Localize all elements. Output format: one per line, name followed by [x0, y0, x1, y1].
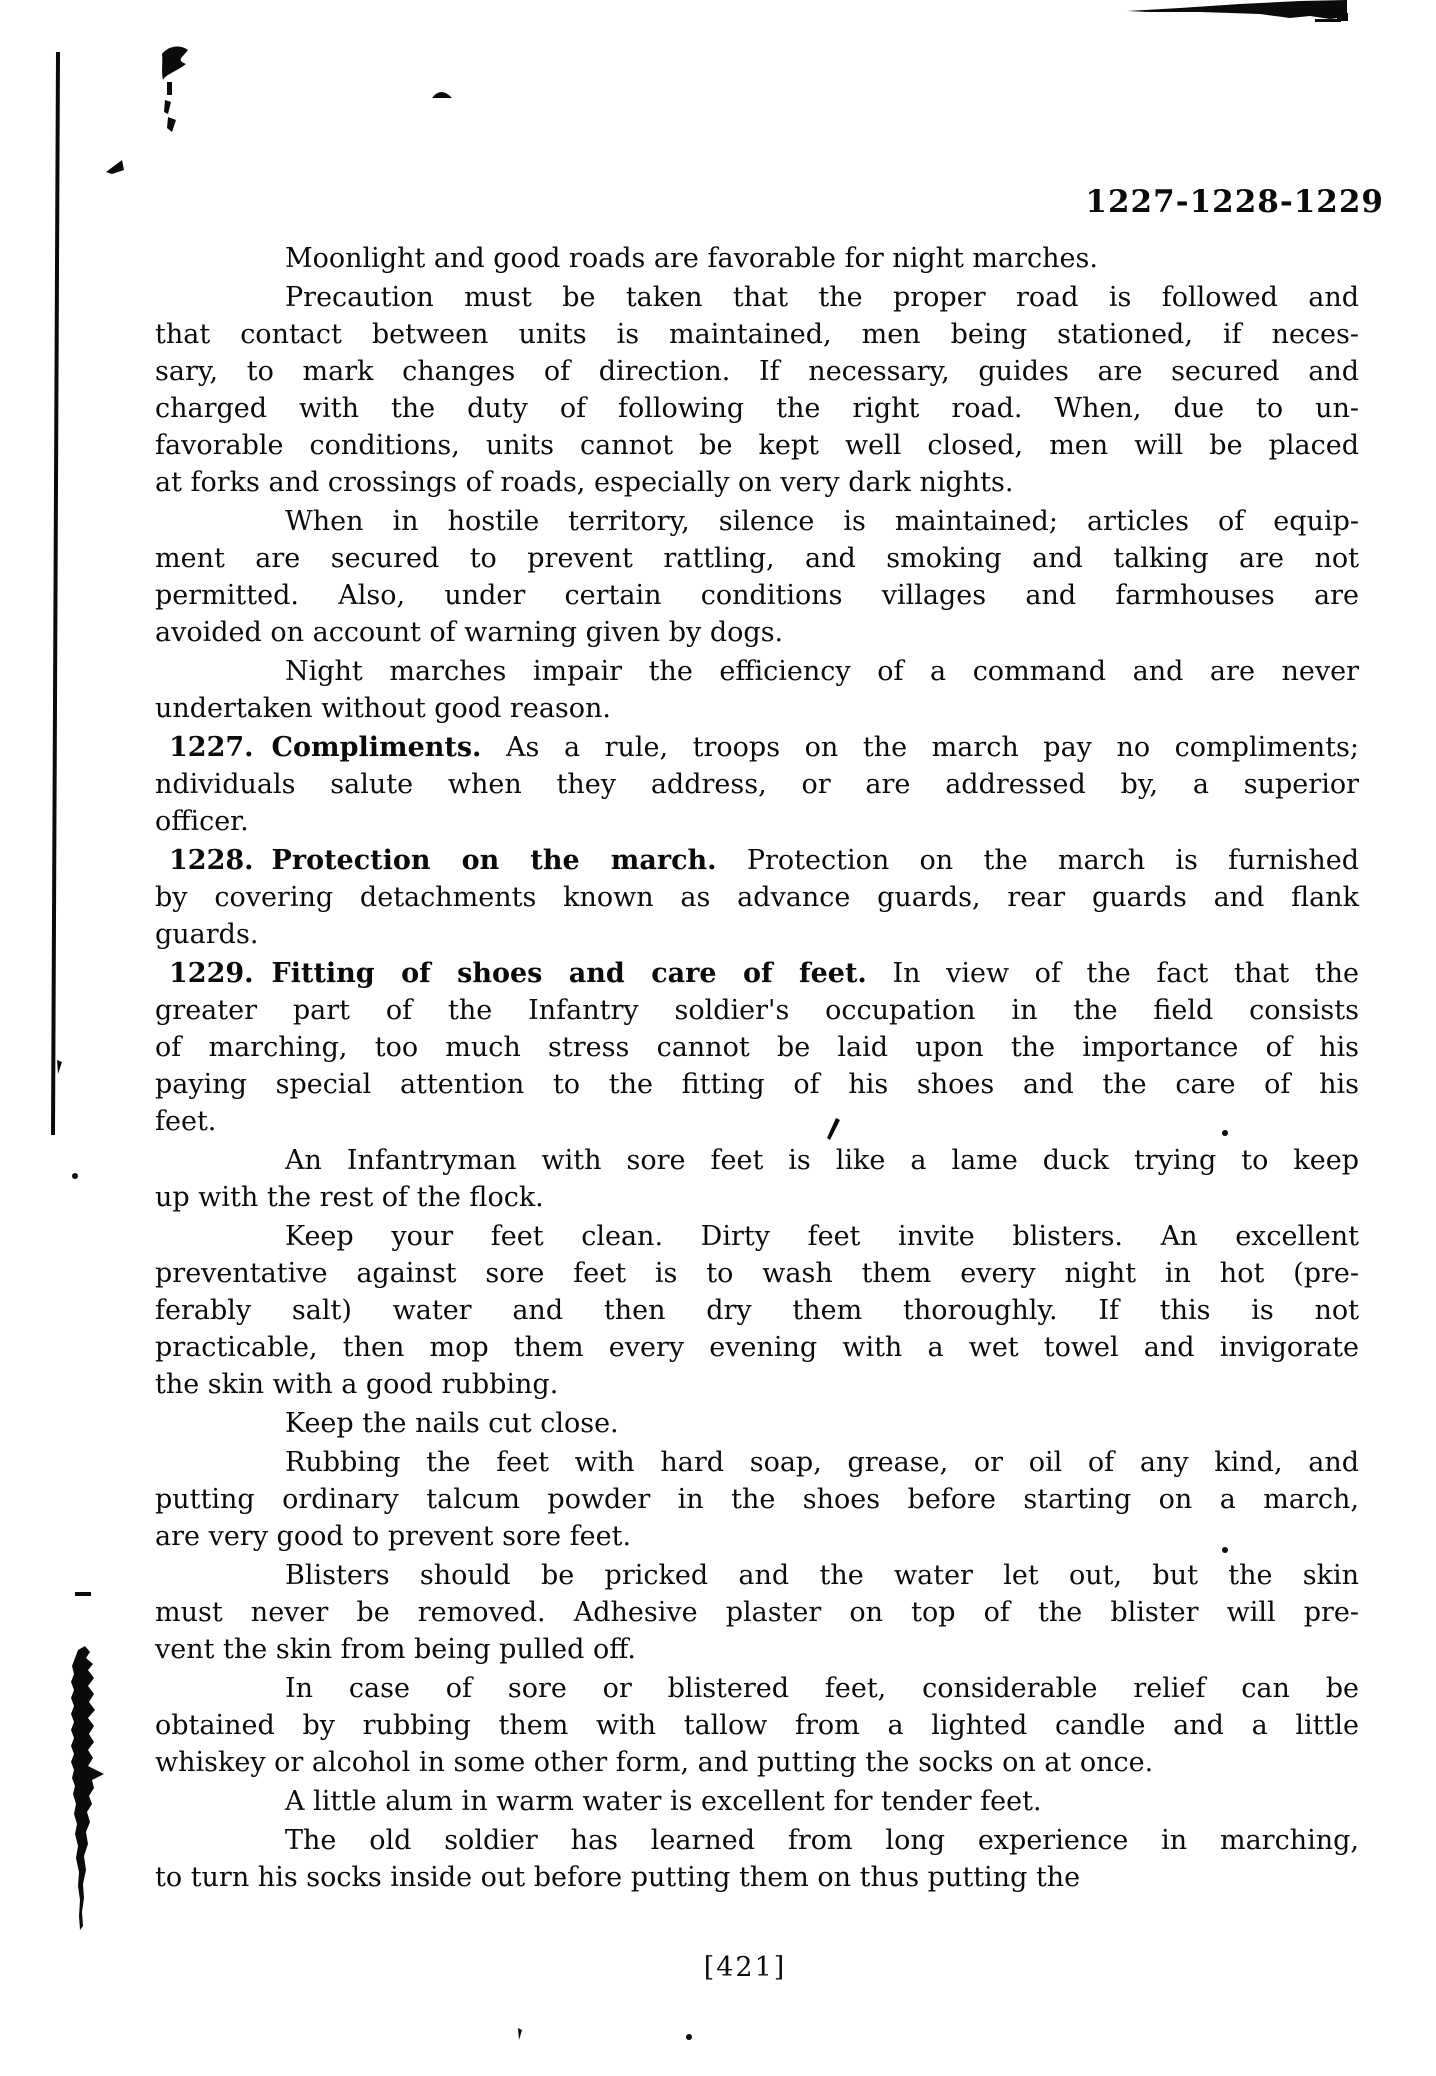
text-line: vent the skin from being pulled off.	[155, 1634, 637, 1665]
footer-page-number: [421]	[703, 1952, 787, 1983]
body-paragraph	[155, 1557, 1359, 1668]
body-paragraph	[155, 1142, 1359, 1216]
text-line: Blisters should be pricked and the water let out, but the skin	[285, 1560, 1359, 1591]
bold-text-segment: 1229.	[169, 958, 254, 989]
section-paragraph	[155, 955, 1359, 1140]
text-line: ferably salt) water and then dry them thoroughly. If this is not	[155, 1295, 1359, 1326]
text-line: up with the rest of the flock.	[155, 1182, 544, 1213]
arrow-tick-mark-artifact	[106, 160, 124, 174]
text-line: charged with the duty of following the right road. When, due to un-	[155, 393, 1359, 424]
text-line: officer.	[155, 806, 249, 837]
text-line: greater part of the Infantry soldier's occupation in the field consists	[155, 995, 1359, 1026]
text-line: A little alum in warm water is excellent for tender feet.	[285, 1786, 1042, 1817]
text-line	[155, 955, 1359, 992]
text-line: Keep your feet clean. Dirty feet invite blisters. An excellent	[285, 1221, 1359, 1252]
section-paragraph	[155, 842, 1359, 953]
text-line: that contact between units is maintained, men being stationed, if neces-	[155, 319, 1359, 350]
body-paragraph	[155, 1670, 1359, 1781]
text-line: Keep the nails cut close.	[285, 1408, 619, 1439]
text-segment: In view of the fact that the	[866, 958, 1360, 989]
text-line: undertaken without good reason.	[155, 693, 611, 724]
text-line: obtained by rubbing them with tallow from a lighted candle and a little	[155, 1710, 1359, 1741]
body-paragraph	[155, 503, 1359, 651]
section-paragraph	[155, 729, 1359, 840]
left-margin-apostrophe-artifact	[57, 1060, 62, 1074]
text-line: paying special attention to the fitting of his shoes and the care of his	[155, 1069, 1359, 1100]
text-line: preventative against sore feet is to wash them every night in hot (pre-	[155, 1258, 1359, 1289]
text-segment: Protection on the march is furnished	[716, 845, 1359, 876]
caret-smudge-artifact	[432, 92, 452, 98]
text-line: An Infantryman with sore feet is like a lame duck trying to keep	[285, 1145, 1359, 1176]
body-paragraph	[155, 1822, 1359, 1896]
text-line: to turn his socks inside out before putting them on thus putting the	[155, 1862, 1081, 1893]
body-paragraph	[155, 1444, 1359, 1555]
left-margin-ink-streak-artifact	[71, 1646, 104, 1930]
text-line: The old soldier has learned from long experience in marching,	[285, 1825, 1359, 1856]
body-paragraph	[155, 1783, 1359, 1820]
text-line: In case of sore or blistered feet, considerable relief can be	[285, 1673, 1359, 1704]
bold-text-segment: Fitting of shoes and care of feet.	[271, 958, 867, 989]
text-line: of marching, too much stress cannot be laid upon the importance of his	[155, 1032, 1359, 1063]
text-line: Precaution must be taken that the proper road is followed and	[285, 282, 1359, 313]
text-line: at forks and crossings of roads, especially on very dark nights.	[155, 467, 1014, 498]
text-line: sary, to mark changes of direction. If necessary, guides are secured and	[155, 356, 1359, 387]
flag-ink-blot-artifact	[167, 82, 172, 95]
text-line: Night marches impair the efficiency of a command and are never	[285, 656, 1359, 687]
flag-ink-blot-artifact	[164, 100, 171, 114]
text-line: feet.	[155, 1106, 217, 1137]
text-line: favorable conditions, units cannot be kept well closed, men will be placed	[155, 430, 1359, 461]
text-line: the skin with a good rubbing.	[155, 1369, 559, 1400]
body-paragraph	[155, 279, 1359, 501]
text-line	[155, 729, 1359, 766]
text-line: ment are secured to prevent rattling, and smoking and talking are not	[155, 543, 1359, 574]
body-paragraph	[155, 653, 1359, 727]
bold-text-segment: Compliments.	[271, 732, 482, 763]
left-margin-rule-line-artifact	[51, 52, 60, 1135]
bold-text-segment: 1228.	[169, 845, 254, 876]
bold-text-segment: Protection on the march.	[271, 845, 717, 876]
text-line: When in hostile territory, silence is maintained; articles of equip-	[285, 506, 1359, 537]
bold-text-segment: 1227.	[169, 732, 254, 763]
header-section-numbers: 1227-1228-1229	[1085, 184, 1384, 220]
bottom-tick-mark-artifact	[518, 2028, 522, 2040]
text-line: guards.	[155, 919, 259, 950]
text-line: by covering detachments known as advance guards, rear guards and flank	[155, 882, 1359, 913]
left-margin-dash-artifact	[75, 1592, 91, 1596]
bottom-center-dot-artifact	[686, 2034, 692, 2040]
text-line: ndividuals salute when they address, or are addressed by, a superior	[155, 769, 1359, 800]
top-right-ink-wedge-artifact	[1337, 13, 1348, 21]
top-right-ink-wedge-artifact	[1127, 0, 1347, 19]
flag-ink-blot-artifact	[162, 47, 188, 80]
body-paragraph	[155, 240, 1359, 277]
text-line: whiskey or alcohol in some other form, and putting the socks on at once.	[155, 1747, 1154, 1778]
text-line: avoided on account of warning given by dogs.	[155, 617, 784, 648]
body-paragraph	[155, 1218, 1359, 1403]
text-line: practicable, then mop them every evening with a wet towel and invigorate	[155, 1332, 1359, 1363]
text-line: are very good to prevent sore feet.	[155, 1521, 632, 1552]
text-line	[155, 842, 1359, 879]
flag-ink-blot-artifact	[167, 117, 176, 132]
body-paragraph	[155, 1405, 1359, 1442]
text-line: permitted. Also, under certain conditions villages and farmhouses are	[155, 580, 1359, 611]
text-line: must never be removed. Adhesive plaster on top of the blister will pre-	[155, 1597, 1359, 1628]
text-line: Moonlight and good roads are favorable for night marches.	[285, 243, 1098, 274]
text-segment: As a rule, troops on the march pay no compliments;	[481, 732, 1359, 763]
text-column	[155, 238, 1359, 1898]
left-margin-dot-artifact	[72, 1173, 78, 1179]
text-line: Rubbing the feet with hard soap, grease, or oil of any kind, and	[285, 1447, 1359, 1478]
text-line: putting ordinary talcum powder in the shoes before starting on a march,	[155, 1484, 1359, 1515]
